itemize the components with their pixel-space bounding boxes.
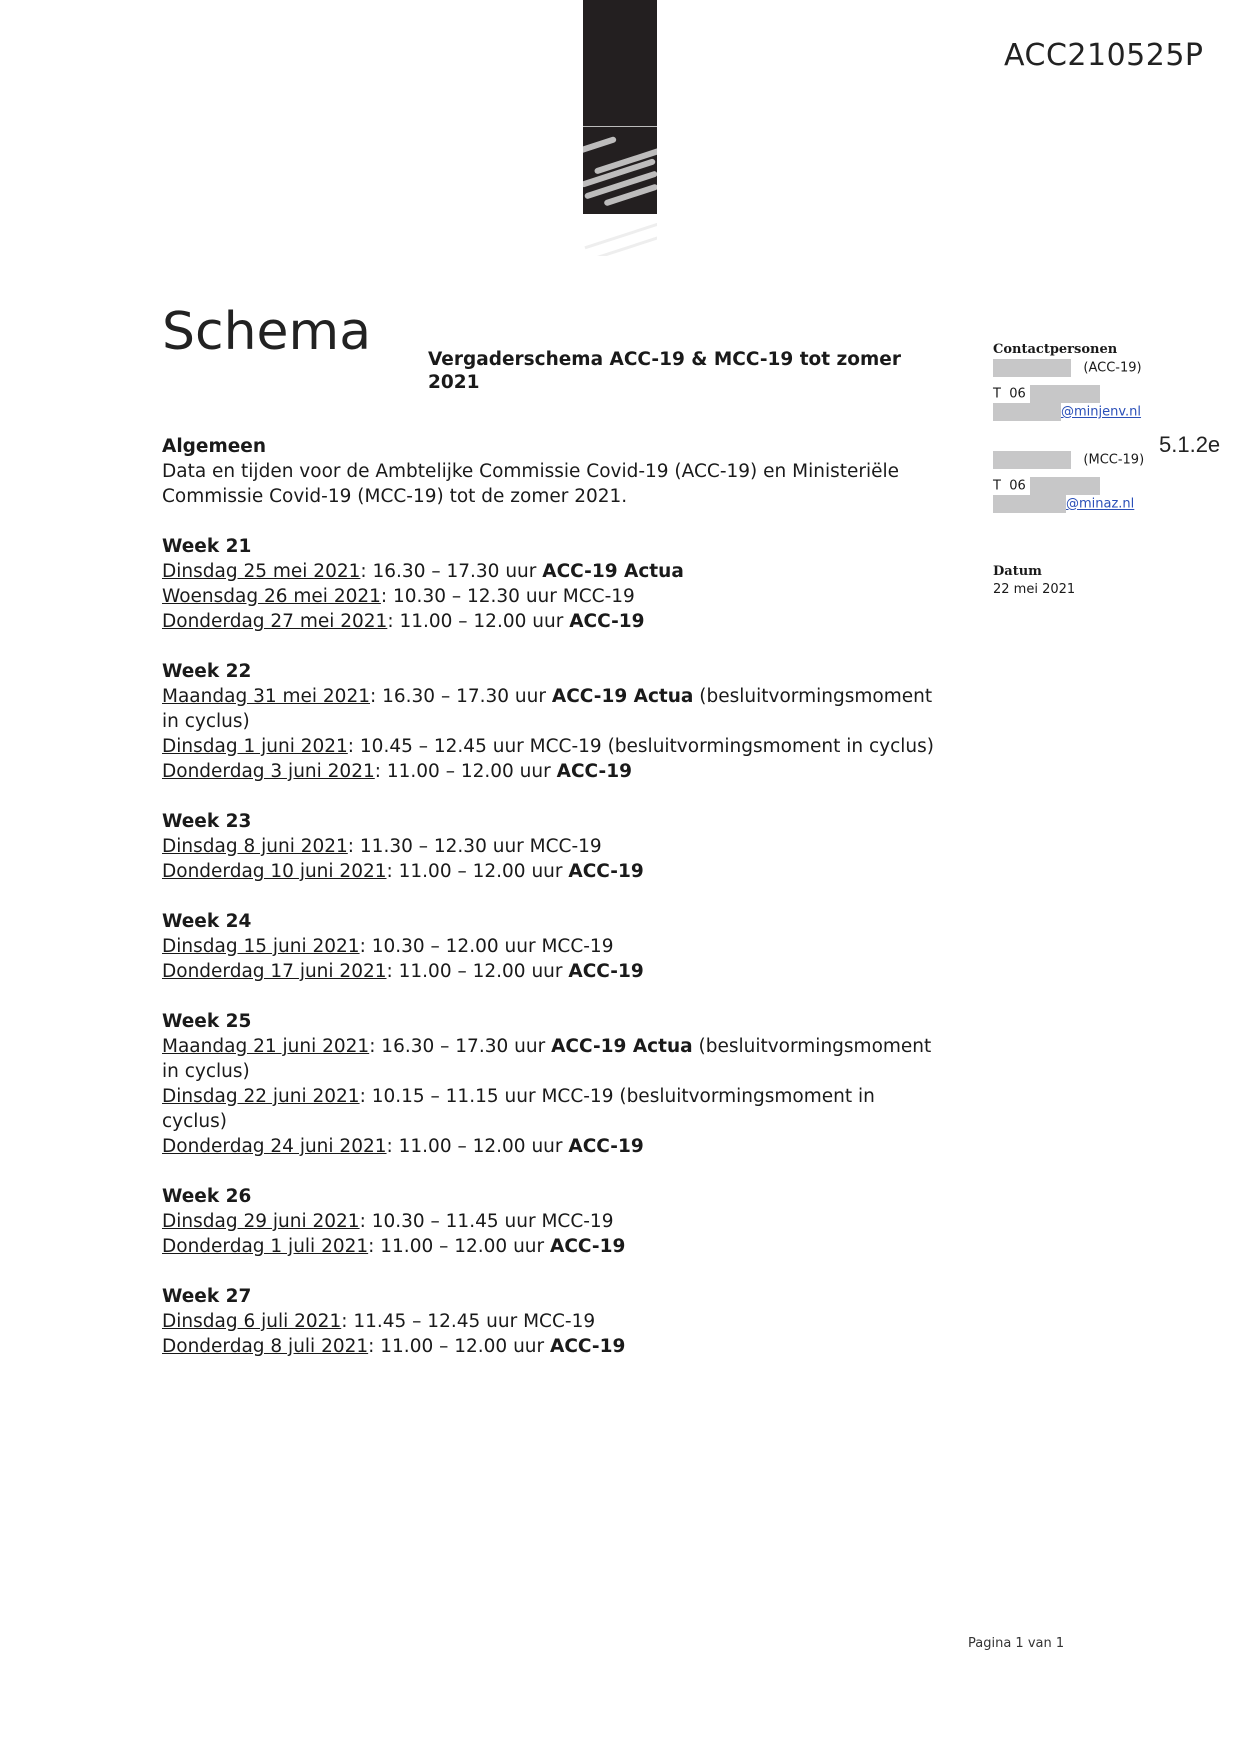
meeting-item [162,1334,942,1359]
meeting-committee: ACC-19 [569,611,645,632]
contact-mcc [993,451,1193,513]
logo-divider [583,126,657,127]
week-heading: Week 21 [162,536,252,557]
meeting-time: : 16.30 – 17.30 uur [370,686,552,707]
logo-emblem-icon [583,128,657,212]
meeting-committee: ACC-19 Actua [542,561,684,582]
week-heading: Week 24 [162,911,252,932]
meeting-date: Dinsdag 29 juni 2021 [162,1211,360,1232]
sidebar [993,341,1193,599]
week-section [162,1009,942,1159]
meeting-committee: MCC-19 [562,586,635,607]
weeks-list [162,534,942,1359]
meeting-item [162,1084,942,1134]
date-block [993,563,1193,599]
email-link[interactable]: @minjenv.nl [1061,404,1142,420]
meeting-time: : 10.15 – 11.15 uur [359,1086,542,1107]
intro-text: Data en tijden voor de Ambtelijke Commissie Covid-19 (ACC-19) en Ministeriële Commissie Covid-19 (MCC-19) tot de zomer 2021. [162,461,900,507]
meeting-committee: MCC-19 [529,836,602,857]
meeting-date: Maandag 31 mei 2021 [162,686,370,707]
government-logo-bar [583,0,657,214]
document-id: ACC210525P [1004,38,1204,73]
meeting-time: : 10.30 – 12.00 uur [359,936,542,957]
meeting-item [162,1134,942,1159]
phone-prefix: T 06 [993,478,1026,494]
meeting-committee: MCC-19 [541,936,614,957]
week-section [162,534,942,634]
meeting-item [162,759,942,784]
date-heading: Datum [993,564,1042,579]
meeting-time: : 10.30 – 11.45 uur [359,1211,542,1232]
meeting-time: : 11.00 – 12.00 uur [374,761,557,782]
meeting-committee: MCC-19 [541,1086,614,1107]
meeting-note: (besluitvormingsmoment in cyclus) [162,1086,875,1132]
email-link[interactable]: @minaz.nl [1066,496,1135,512]
meeting-note: (besluitvormingsmoment in cyclus) [601,736,934,757]
meeting-date: Donderdag 10 juni 2021 [162,861,387,882]
schedule-body [162,434,942,1384]
meeting-time: : 16.30 – 17.30 uur [360,561,543,582]
meeting-committee: ACC-19 [550,1236,626,1257]
meeting-time: : 10.45 – 12.45 uur [347,736,530,757]
meeting-time: : 11.00 – 12.00 uur [368,1336,551,1357]
contacts-heading: Contactpersonen [993,342,1118,357]
week-heading: Week 25 [162,1011,252,1032]
week-section [162,1284,942,1359]
meeting-date: Donderdag 27 mei 2021 [162,611,388,632]
meeting-date: Dinsdag 8 juni 2021 [162,836,348,857]
week-section [162,659,942,784]
meeting-time: : 11.00 – 12.00 uur [386,961,569,982]
meeting-date: Donderdag 8 juli 2021 [162,1336,369,1357]
page-title: Schema [162,302,372,362]
meeting-committee: ACC-19 [556,761,632,782]
meeting-item [162,684,942,734]
week-section [162,809,942,884]
redacted-name [993,451,1071,469]
meeting-item [162,1309,942,1334]
meeting-date: Dinsdag 15 juni 2021 [162,936,360,957]
redacted-phone [1030,477,1100,495]
meeting-time: : 11.00 – 12.00 uur [386,861,569,882]
meeting-committee: ACC-19 [550,1336,626,1357]
redaction-code: 5.1.2e [1159,432,1221,457]
meeting-committee: ACC-19 [568,861,644,882]
logo-reflection [583,216,657,256]
meeting-note: (besluitvormingsmoment in cyclus) [162,686,933,732]
week-heading: Week 22 [162,661,252,682]
meeting-item [162,559,942,584]
meeting-time: : 11.00 – 12.00 uur [386,1136,569,1157]
meeting-date: Dinsdag 1 juni 2021 [162,736,348,757]
meeting-time: : 10.30 – 12.30 uur [380,586,563,607]
meeting-date: Maandag 21 juni 2021 [162,1036,370,1057]
document-subject: Vergaderschema ACC-19 & MCC-19 tot zomer 2021 [428,349,901,393]
meeting-time: : 11.00 – 12.00 uur [368,1236,551,1257]
week-heading: Week 27 [162,1286,252,1307]
meeting-time: : 11.30 – 12.30 uur [347,836,530,857]
contact-acc [993,359,1193,421]
week-section [162,909,942,984]
meeting-time: : 11.45 – 12.45 uur [341,1311,524,1332]
week-section [162,1184,942,1259]
meeting-committee: ACC-19 [568,961,644,982]
meeting-date: Donderdag 24 juni 2021 [162,1136,387,1157]
meeting-item [162,859,942,884]
phone-prefix: T 06 [993,386,1026,402]
meeting-date: Dinsdag 6 juli 2021 [162,1311,342,1332]
page-number: Pagina 1 van 1 [968,1636,1065,1651]
meeting-item [162,834,942,859]
redacted-name [993,359,1071,377]
meeting-item [162,584,942,609]
contact-role: (MCC-19) [1083,452,1145,468]
intro-heading: Algemeen [162,436,266,457]
meeting-item [162,934,942,959]
meeting-date: Donderdag 3 juni 2021 [162,761,375,782]
meeting-time: : 16.30 – 17.30 uur [369,1036,552,1057]
redacted-phone [1030,385,1100,403]
meeting-committee: MCC-19 [529,736,602,757]
meeting-item [162,609,942,634]
meeting-date: Dinsdag 22 juni 2021 [162,1086,360,1107]
contact-role: (ACC-19) [1083,360,1142,376]
week-heading: Week 26 [162,1186,252,1207]
meeting-date: Woensdag 26 mei 2021 [162,586,381,607]
meeting-committee: MCC-19 [541,1211,614,1232]
intro-section [162,434,942,509]
meeting-item [162,734,942,759]
meeting-committee: ACC-19 [568,1136,644,1157]
meeting-date: Donderdag 17 juni 2021 [162,961,387,982]
meeting-note: (besluitvormingsmoment in cyclus) [162,1036,932,1082]
date-value: 22 mei 2021 [993,582,1076,597]
redacted-email-user [993,403,1061,421]
meeting-date: Donderdag 1 juli 2021 [162,1236,369,1257]
meeting-committee: ACC-19 Actua [551,1036,693,1057]
meeting-date: Dinsdag 25 mei 2021 [162,561,361,582]
meeting-time: : 11.00 – 12.00 uur [387,611,570,632]
week-heading: Week 23 [162,811,252,832]
meeting-committee: ACC-19 Actua [551,686,694,707]
meeting-item [162,1034,942,1084]
meeting-committee: MCC-19 [523,1311,596,1332]
redacted-email-user [993,495,1066,513]
meeting-item [162,959,942,984]
meeting-item [162,1234,942,1259]
meeting-item [162,1209,942,1234]
